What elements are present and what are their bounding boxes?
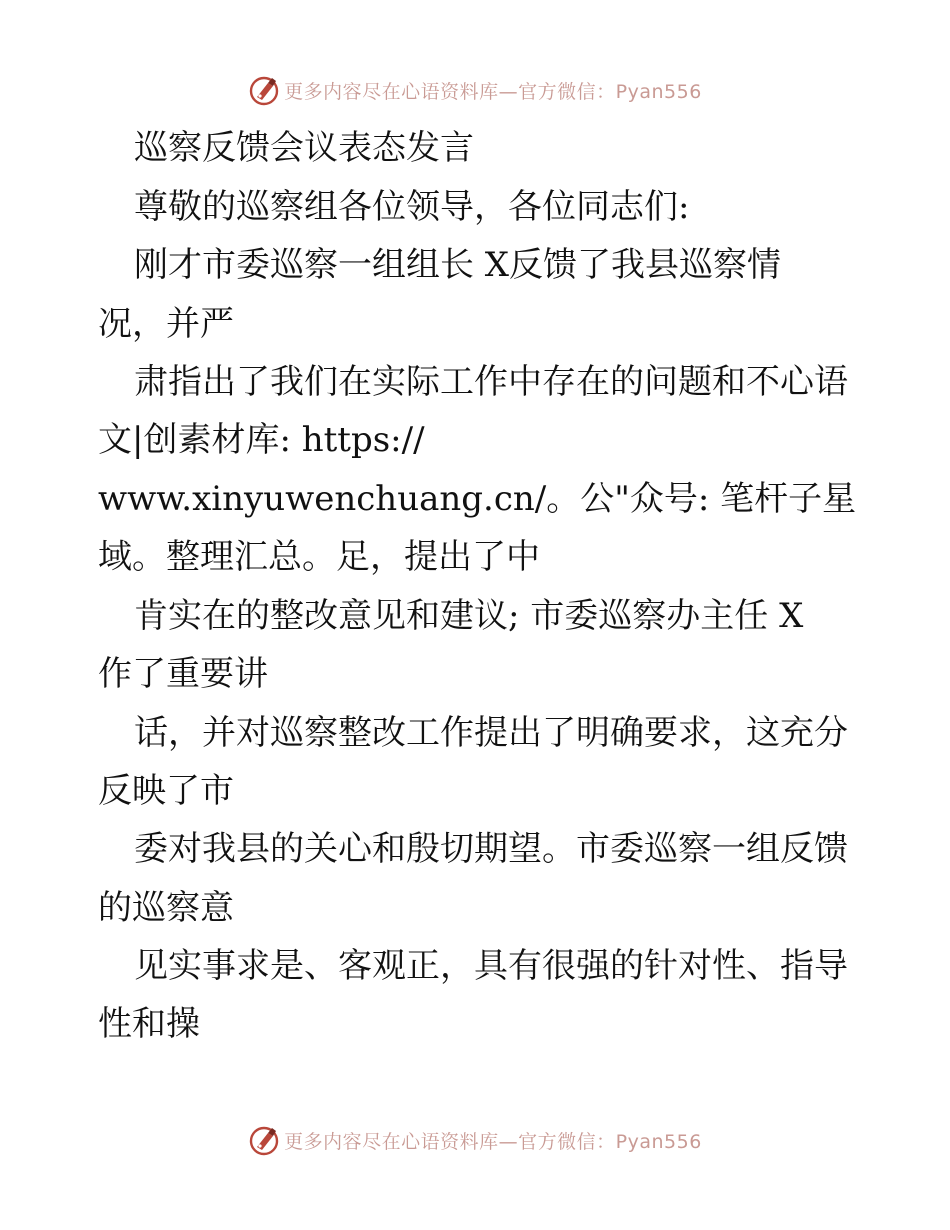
header-banner-text: 更多内容尽在心语资料库—官方微信：Pyan556	[284, 80, 702, 103]
paragraph-line: 肯实在的整改意见和建议; 市委巡察办主任 X	[134, 596, 804, 636]
paragraph-line: 话，并对巡察整改工作提出了明确要求，这充分	[134, 713, 848, 753]
paragraph-line: 的巡察意	[98, 888, 234, 928]
paragraph-line: 况，并严	[98, 304, 234, 344]
document-title: 巡察反馈会议表态发言	[134, 128, 474, 168]
paragraph-line: 文|创素材库: https://	[98, 420, 425, 460]
salutation-line: 尊敬的巡察组各位领导，各位同志们:	[134, 187, 690, 227]
paragraph-line: 性和操	[98, 1004, 200, 1044]
paragraph-line: 反映了市	[98, 771, 234, 811]
paragraph-line: 见实事求是、客观正，具有很强的针对性、指导	[134, 946, 848, 986]
paragraph-line: www.xinyuwenchuang.cn/。公"众号: 笔杆子星	[98, 479, 857, 519]
paragraph-line: 委对我县的关心和殷切期望。市委巡察一组反馈	[134, 829, 848, 869]
paragraph-line: 作了重要讲	[98, 654, 268, 694]
header-banner	[0, 72, 950, 108]
footer-banner-text: 更多内容尽在心语资料库—官方微信：Pyan556	[284, 1130, 702, 1153]
pen-nib-logo-icon	[248, 74, 280, 106]
footer-banner	[0, 1122, 950, 1158]
pen-nib-logo-icon	[248, 1124, 280, 1156]
paragraph-line: 刚才市委巡察一组组长 X反馈了我县巡察情	[134, 245, 782, 285]
paragraph-line: 域。整理汇总。足，提出了中	[98, 537, 540, 577]
paragraph-line: 肃指出了我们在实际工作中存在的问题和不心语	[134, 362, 848, 402]
